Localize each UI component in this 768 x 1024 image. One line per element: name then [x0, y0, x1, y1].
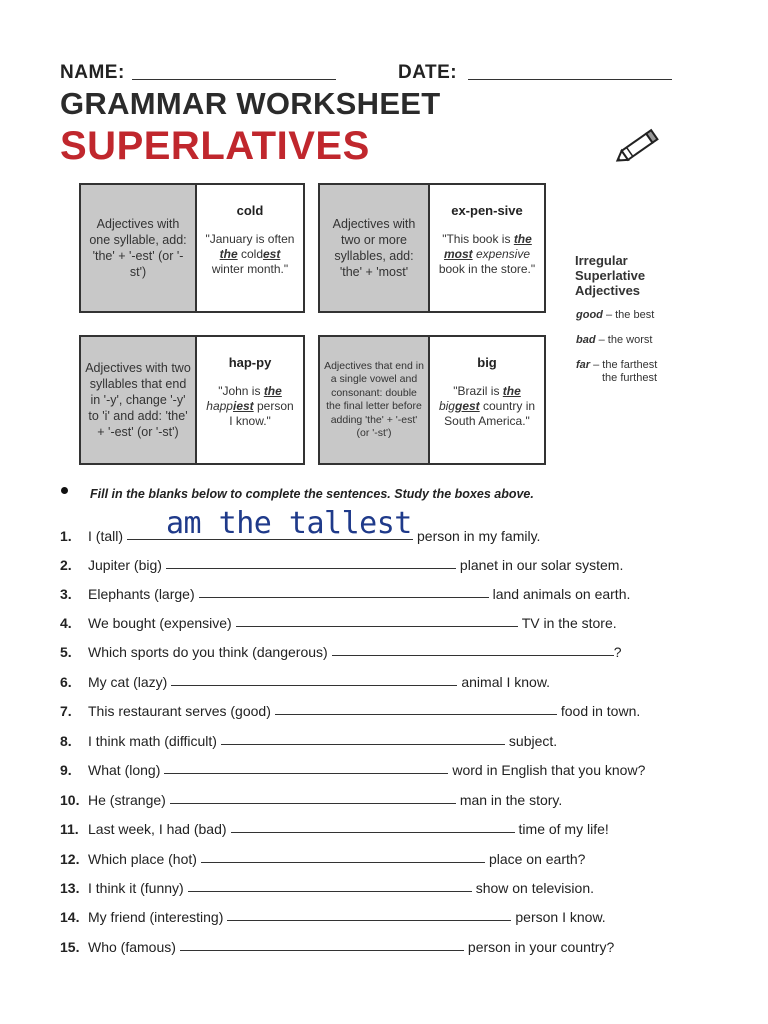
answer-blank[interactable] — [164, 773, 448, 774]
exercise-row-13: 13. I think it (funny) show on television. — [60, 880, 594, 896]
handwritten-answer: am the tallest — [166, 506, 412, 541]
rule-text: Adjectives with two syllables that end in '-y', change '-y' to 'i' and add: 'the' + '-est' (or '-st') — [81, 337, 197, 463]
exercise-row-15: 15. Who (famous) person in your country? — [60, 939, 615, 955]
irregular-item-far-alt: the furthest — [602, 372, 658, 384]
example-word: cold — [236, 203, 264, 218]
pencil-icon — [612, 124, 666, 168]
instructions: Fill in the blanks below to complete the sentences. Study the boxes above. — [90, 487, 534, 501]
exercise-row-11: 11. Last week, I had (bad) time of my life! — [60, 821, 609, 837]
worksheet-title: GRAMMAR WORKSHEET — [60, 86, 441, 121]
irregular-title: Irregular Superlative Adjectives — [575, 253, 646, 298]
rule-text: Adjectives with one syllable, add: 'the' + '-est' (or '-st') — [81, 185, 197, 311]
answer-blank[interactable] — [231, 832, 515, 833]
worksheet-subtitle: SUPERLATIVES — [60, 124, 370, 168]
irregular-item-good: good – the best — [576, 309, 655, 321]
bullet-icon — [61, 487, 68, 494]
answer-blank[interactable] — [332, 655, 614, 656]
exercise-row-1: 1. I (tall) person in my family. — [60, 528, 541, 544]
rule-box-two-syllables — [318, 183, 546, 313]
example-word: hap-py — [228, 355, 272, 370]
answer-blank[interactable] — [227, 920, 511, 921]
rule-box-double-consonant — [318, 335, 546, 465]
answer-blank[interactable] — [180, 950, 464, 951]
exercise-row-8: 8. I think math (difficult) subject. — [60, 733, 558, 749]
answer-blank[interactable] — [275, 714, 557, 715]
answer-blank[interactable] — [199, 597, 489, 598]
example-sentence: "Brazil is the biggest country in South America." — [438, 384, 536, 428]
irregular-item-far: far – the farthest — [576, 359, 658, 371]
answer-blank[interactable] — [236, 626, 518, 627]
rule-box-one-syllable — [79, 183, 305, 313]
answer-blank[interactable] — [221, 744, 505, 745]
exercise-row-5: 5. Which sports do you think (dangerous) ? — [60, 644, 622, 660]
example-sentence: "John is the happiest person I know." — [206, 384, 294, 428]
answer-blank[interactable] — [188, 891, 472, 892]
answer-blank[interactable] — [170, 803, 456, 804]
exercise-row-10: 10. He (strange) man in the story. — [60, 792, 563, 808]
rule-box-ending-y — [79, 335, 305, 465]
answer-blank[interactable] — [201, 862, 485, 863]
date-field[interactable] — [468, 79, 672, 80]
exercise-row-2: 2. Jupiter (big) planet in our solar system. — [60, 557, 624, 573]
exercise-row-4: 4. We bought (expensive) TV in the store. — [60, 615, 617, 631]
exercise-row-9: 9. What (long) word in English that you know? — [60, 762, 646, 778]
example-word: big — [477, 355, 497, 370]
example-word: ex-pen-sive — [451, 203, 523, 218]
example-sentence: "January is often the coldest winter month." — [205, 232, 295, 276]
answer-blank[interactable] — [171, 685, 457, 686]
exercise-row-6: 6. My cat (lazy) animal I know. — [60, 674, 551, 690]
rule-text: Adjectives with two or more syllables, add: 'the' + 'most' — [320, 185, 430, 311]
answer-blank[interactable] — [166, 568, 456, 569]
exercise-row-3: 3. Elephants (large) land animals on earth. — [60, 586, 631, 602]
exercise-row-12: 12. Which place (hot) place on earth? — [60, 851, 586, 867]
example-sentence: "This book is the most expensive book in the store." — [438, 232, 536, 276]
name-field[interactable] — [132, 79, 336, 80]
rule-text: Adjectives that end in a single vowel and consonant: double the final letter before adding 'the' + '-est' (or '-st') — [320, 337, 430, 463]
exercise-row-7: 7. This restaurant serves (good) food in town. — [60, 703, 641, 719]
irregular-item-bad: bad – the worst — [576, 334, 653, 346]
name-label: NAME: — [60, 62, 125, 83]
exercise-row-14: 14. My friend (interesting) person I know. — [60, 909, 606, 925]
date-label: DATE: — [398, 62, 458, 83]
